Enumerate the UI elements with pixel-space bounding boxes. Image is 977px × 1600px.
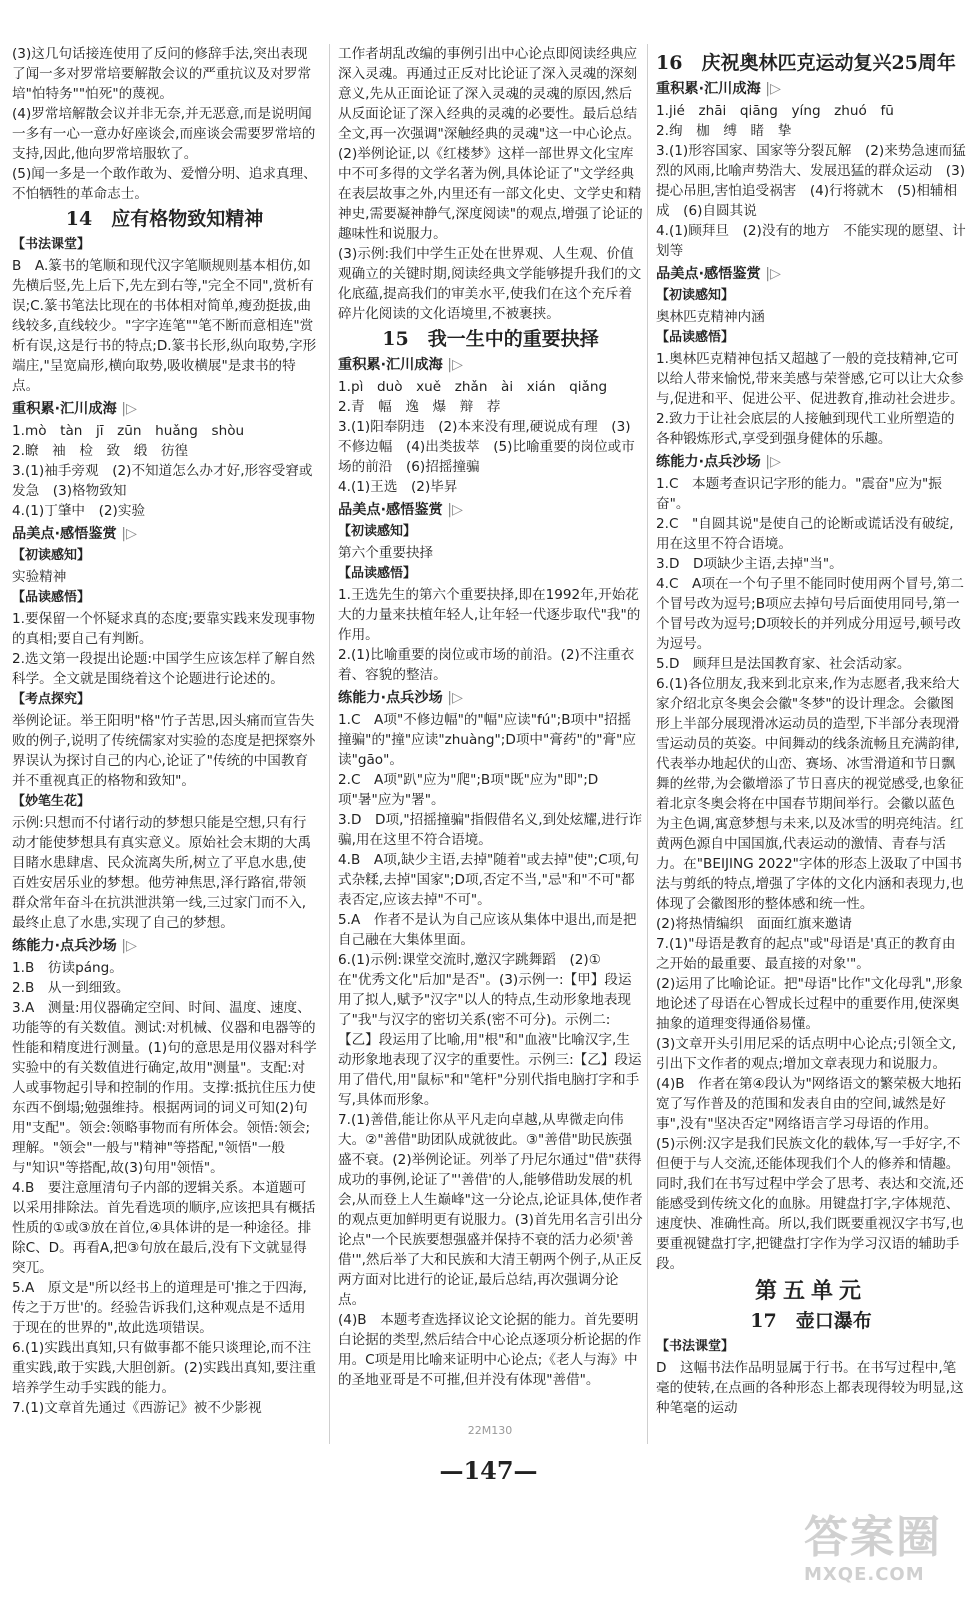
heading-arrow-icon: |▷ bbox=[116, 401, 137, 417]
answer-text: 3.D D项,"招摇撞骗"指假借名义,到处炫耀,进行诈骗,用在这里不符合语境。 bbox=[338, 812, 643, 848]
answer-text: 5.A 作者不是认为自己应该从集体中退出,而是把自己融在大集体里面。 bbox=[338, 912, 637, 948]
column-divider bbox=[329, 44, 330, 1444]
answer-text: (3)文章开头引用尼采的话点明中心论点;引领全文,引出下文作者的观点;增加文章表现力和说服力。 bbox=[656, 1036, 957, 1072]
logo-domain: MXQE.COM bbox=[804, 1564, 925, 1585]
watermark-code: 22M130 bbox=[467, 1424, 513, 1437]
answer-column-1 bbox=[12, 44, 317, 1418]
answer-text: 4.B A项,缺少主语,去掉"随着"或去掉"使";C项,句式杂糅,去掉"国家";D项,否定不当,"忌"和"不可"都表否定,应该去掉"不可"。 bbox=[338, 852, 640, 908]
answer-text: 1.奥林匹克精神包括又超越了一般的竞技精神,它可以给人带来愉悦,带来美感与荣誉感,它可以让大众参与,促进和平、促进公平、促进教育,推动社会进步。 bbox=[656, 351, 964, 407]
answer-text: (2)运用了比喻论证。把"母语"比作"文化母乳",形象地论述了母语在心智成长过程中的重要作用,使深奥抽象的道理变得通俗易懂。 bbox=[656, 976, 963, 1032]
answer-text: (4)B 作者在第④段认为"网络语文的繁荣极大地拓宽了写作普及的范围和发表自由的空间,诚然是好事",没有"坚决否定"网络语言学习母语的作用。 bbox=[656, 1076, 962, 1132]
answer-text: 7.(1)善借,能让你从平凡走向卓越,从卑微走向伟大。②"善借"助团队成就彼此。③"善借"助民族强盛不衰。(2)举例论证。列举了丹尼尔通过"借"获得成功的事例,论证了"'善借'的人,能够借助发展的机会,从而登上人生巅峰"这一分论点,论证具体,使作者的观点更加鲜明更有说服力。(3)首先用名言引出分论点"一个民族要想强盛并保持不衰的活力必须'善借'",然后举了大和民族和大清王朝两个例子,从正反两方面对比进行的论证,最后总结,再次强调分论点。 bbox=[338, 1112, 643, 1308]
answer-text: 3.D D项缺少主语,去掉"当"。 bbox=[656, 556, 843, 572]
answer-text: (4)B 本题考查选择议论文论据的能力。首先要明白论据的类型,然后结合中心论点逐项分析论据的作用。C项是用比喻来证明中心论点;《老人与海》中的圣地亚哥是不可摧,但并没有体现"善借"。 bbox=[338, 1312, 642, 1388]
section-tag: 【初读感知】 bbox=[12, 548, 91, 563]
section-tag: 【书法课堂】 bbox=[656, 1339, 735, 1354]
answer-column-3 bbox=[656, 48, 966, 1418]
answer-text: 第六个重要抉择 bbox=[338, 545, 434, 561]
heading-arrow-icon: |▷ bbox=[442, 690, 463, 706]
page-number: —147— bbox=[439, 1456, 538, 1485]
answer-text: 7.(1)文章首先通过《西游记》被不少影视 bbox=[12, 1400, 262, 1416]
lesson-title: 15 我一生中的重要抉择 bbox=[382, 328, 599, 350]
section-tag: 【书法课堂】 bbox=[12, 237, 91, 252]
answer-text: (2)将热情编织 面面红旗来邀请 bbox=[656, 916, 852, 932]
answer-text: B A.篆书的笔顺和现代汉字笔顺规则基本相仿,如先横后竖,先上后下,先左到右等,"完全不同",赏析有误;C.篆书笔法比现在的书体相对简单,瘦劲挺拔,曲线较多,直线较少。"字字连笔""笔不断而意相连"赏析有误,这是行书的特点;D.篆书长形,纵向取势,字形端庄,"呈宽扁形,横向取势,吸收横展"是隶书的特点。 bbox=[12, 258, 317, 394]
answer-text: 4.(1)丁肇中 (2)实验 bbox=[12, 503, 146, 519]
heading-arrow-icon: |▷ bbox=[760, 266, 781, 282]
column-divider bbox=[647, 44, 648, 1444]
answer-text: 2.瞭 袖 检 致 缎 彷徨 bbox=[12, 443, 189, 459]
answer-text: 6.(1)各位朋友,我来到北京来,作为志愿者,我来给大家介绍北京冬奥会会徽"冬梦"的设计理念。会徽图形上半部分展现滑冰运动员的造型,下半部分表现滑雪运动员的英姿。中间舞动的线条流畅且充满韵律,代表举办地起伏的山峦、赛场、冰雪滑道和节日飘舞的丝带,为会徽增添了节日喜庆的视觉感受,也象征着北京冬奥会将在中国春节期间举行。会徽以蓝色为主色调,寓意梦想与未来,以及冰雪的明亮纯洁。红黄两色源自中国国旗,代表运动的激情、青春与活力。在"BEIJING 2022"字体的形态上汲取了中国书法与剪纸的特点,增强了字体的文化内涵和表现力,也体现了会徽图形的整体感和统一性。 bbox=[656, 676, 964, 912]
site-logo bbox=[804, 1512, 969, 1592]
section-heading: 练能力·点兵沙场 |▷ bbox=[656, 454, 781, 470]
unit-heading: 第五单元 bbox=[754, 1278, 867, 1304]
heading-arrow-icon: |▷ bbox=[760, 81, 781, 97]
answer-text: 实验精神 bbox=[12, 569, 67, 585]
answer-text: 3.(1)阳奉阴违 (2)本来没有理,硬说成有理 (3)不修边幅 (4)出类拔萃 (5)比喻重要的岗位或市场的前沿 (6)招摇撞骗 bbox=[338, 419, 635, 475]
answer-text: D 这幅书法作品明显属于行书。在书写过程中,笔毫的使转,在点画的各种形态上都表现得较为明显,这种笔毫的运动 bbox=[656, 1360, 964, 1416]
section-tag: 【初读感知】 bbox=[656, 288, 735, 303]
answer-text: (3)这几句话接连使用了反问的修辞手法,突出表现了闻一多对罗常培要解散会议的严重抗议及对罗常培"怕特务""怕死"的蔑视。 bbox=[12, 46, 312, 102]
section-tag: 【初读感知】 bbox=[338, 524, 417, 539]
answer-text: 奥林匹克精神内涵 bbox=[656, 309, 765, 325]
answer-text: 1.王选先生的第六个重要抉择,即在1992年,开始花大的力量来扶植年轻人,让年轻一代逐步取代"我"的作用。 bbox=[338, 587, 641, 643]
answer-text: 5.A 原文是"所以经书上的道理是可'推之于四海,传之于万世'的。经验告诉我们,这种观点是不适用于现在的世界的",故此选项错误。 bbox=[12, 1280, 307, 1336]
answer-text: 3.(1)形容国家、国家等分裂瓦解 (2)来势急速而猛烈的风雨,比喻声势浩大、发展迅猛的群众运动 (3)提心吊胆,害怕追受祸害 (4)行将就木 (5)相辅相成 (6)自圆其说 bbox=[656, 143, 966, 219]
answer-text: 示例:只想而不付诸行动的梦想只能是空想,只有行动才能使梦想具有真实意义。原始社会末期的大禹目睹水患肆虐、民众流离失所,树立了平息水患,使百姓安居乐业的梦想。他劳神焦思,泽行路宿,带领群众常年奋斗在抗洪泄洪第一线,三过家门而不入,最终止息了水患,实现了自己的梦想。 bbox=[12, 815, 312, 931]
answer-text: (5)示例:汉字是我们民族文化的载体,写一手好字,不但便于与人交流,还能体现我们个人的修养和情趣。同时,我们在书写过程中学会了思考、表达和交流,还能感受到传统文化的血脉。用键盘打字,字体规范、速度快、准确性高。所以,我们既要重视汉字书写,也要重视键盘打字,把键盘打字作为学习汉语的辅助手段。 bbox=[656, 1136, 964, 1272]
answer-text: 1.C 本题考查识记字形的能力。"震奋"应为"振奋"。 bbox=[656, 476, 942, 512]
heading-arrow-icon: |▷ bbox=[760, 454, 781, 470]
section-heading: 重积累·汇川成海 |▷ bbox=[12, 401, 137, 417]
answer-text: 2.致力于让社会底层的人接触到现代工业所塑造的各种锻炼形式,享受到强身健体的乐趣。 bbox=[656, 411, 955, 447]
answer-text: 工作者胡乱改编的事例引出中心论点即阅读经典应深入灵魂。再通过正反对比论证了深入灵魂的深刻意义,先从正面论证了深入灵魂的灵魂的原因,然后从反面论证了深入经典的灵魂的必要性。最后总结全文,再一次强调"深触经典的灵魂"这一中心论点。 bbox=[338, 46, 641, 142]
answer-text: 2.绚 枷 缚 睹 挚 bbox=[656, 123, 792, 139]
answer-text: 举例论证。举王阳明"格"竹子苦思,因头痛而宣告失败的例子,说明了传统儒家对实验的态度是把探察外界误认为探讨自己的内心,论证了"传统的中国教育并不重视真正的格物和致知"。 bbox=[12, 713, 316, 789]
section-tag: 【妙笔生花】 bbox=[12, 794, 91, 809]
lesson-title: 17 壶口瀑布 bbox=[750, 1310, 872, 1332]
answer-text: 3.(1)袖手旁观 (2)不知道怎么办才好,形容受窘或发急 (3)格物致知 bbox=[12, 463, 313, 499]
heading-arrow-icon: |▷ bbox=[116, 526, 137, 542]
logo-text: 答案圈 bbox=[804, 1512, 942, 1563]
answer-text: (2)举例论证,以《红楼梦》这样一部世界文化宝库中不可多得的文学名著为例,具体论证了"文学经典在表层故事之外,内里还有一部文化史、文学史和精神史,需要凝神静气,深度阅读"的观点,增强了论证的趣味性和说服力。 bbox=[338, 146, 643, 242]
section-tag: 【品读感悟】 bbox=[338, 566, 417, 581]
section-heading: 练能力·点兵沙场 |▷ bbox=[338, 690, 463, 706]
section-heading: 练能力·点兵沙场 |▷ bbox=[12, 938, 137, 954]
answer-text: 1.jié zhāi qiāng yíng zhuó fū bbox=[656, 103, 894, 119]
section-heading: 品美点·感悟鉴赏 |▷ bbox=[656, 266, 781, 282]
section-tag: 【考点探究】 bbox=[12, 692, 91, 707]
answer-text: 1.要保留一个怀疑求真的态度;要靠实践来发现事物的真相;要自己有判断。 bbox=[12, 611, 316, 647]
answer-text: 2.青 幅 逸 爆 辩 荐 bbox=[338, 399, 501, 415]
answer-text: 4.(1)顾拜旦 (2)没有的地方 不能实现的愿望、计划等 bbox=[656, 223, 966, 259]
section-heading: 重积累·汇川成海 |▷ bbox=[338, 357, 463, 373]
answer-column-2 bbox=[338, 44, 643, 1390]
answer-text: 1.B 彷读páng。 bbox=[12, 960, 123, 976]
answer-text: 2.选文第一段提出论题:中国学生应该怎样了解自然科学。全文就是围绕着这个论题进行论述的。 bbox=[12, 651, 316, 687]
answer-text: 2.(1)比喻重要的岗位或市场的前沿。(2)不注重衣着、容貌的整洁。 bbox=[338, 647, 635, 683]
answer-text: (5)闻一多是一个敢作敢为、爱憎分明、追求真理、不怕牺牲的革命志士。 bbox=[12, 166, 317, 202]
answer-text: (4)罗常培解散会议并非无奈,并无恶意,而是说明闻一多有一心一意办好座谈会,而座谈会需要罗常培的支持,因此,他向罗常培服软了。 bbox=[12, 106, 316, 162]
answer-text: 6.(1)实践出真知,只有做事都不能只谈理论,而不注重实践,敢于实践,大胆创新。(2)实践出真知,要注重培养学生动手实践的能力。 bbox=[12, 1340, 317, 1396]
answer-text: 2.C A项"趴"应为"爬";B项"既"应为"即";D项"暑"应为"署"。 bbox=[338, 772, 599, 808]
section-heading: 重积累·汇川成海 |▷ bbox=[656, 81, 781, 97]
answer-text: 1.C A项"不修边幅"的"幅"应读"fú";B项中"招摇撞骗"的"撞"应读"zhuàng";D项中"膏药"的"膏"应读"gāo"。 bbox=[338, 712, 636, 768]
answer-text: 2.B 从一到细致。 bbox=[12, 980, 130, 996]
heading-arrow-icon: |▷ bbox=[116, 938, 137, 954]
answer-text: 5.D 顾拜旦是法国教育家、社会活动家。 bbox=[656, 656, 911, 672]
section-tag: 【品读感悟】 bbox=[12, 590, 91, 605]
section-heading: 品美点·感悟鉴赏 |▷ bbox=[338, 502, 463, 518]
answer-text: 4.(1)王选 (2)毕昇 bbox=[338, 479, 458, 495]
heading-arrow-icon: |▷ bbox=[442, 502, 463, 518]
answer-text: 4.C A项在一个句子里不能同时使用两个冒号,第二个冒号改为逗号;B项应去掉句号后面使用同号,第一个冒号改为逗号;D项较长的并列成分用逗号,顿号改为逗号。 bbox=[656, 576, 964, 652]
answer-text: 3.A 测量:用仪器确定空间、时间、温度、速度、功能等的有关数值。测试:对机械、仪器和电器等的性能和精度进行测量。(1)句的意思是用仪器对科学实验中的有关数值进行确定,故用"测量"。支配:对人或事物起引导和控制的作用。支撑:抵抗住压力使东西不倒塌;勉强维持。根据两词的词义可知(2)句用"支配"。领会:领略事物而有所体会。领悟:领会;理解。"领会"一般与"精神"等搭配,"领悟"一般与"知识"等搭配,故(3)句用"领悟"。 bbox=[12, 1000, 317, 1176]
answer-text: 2.C "自圆其说"是使自己的论断或谎话没有破绽,用在这里不符合语境。 bbox=[656, 516, 954, 552]
lesson-title: 14 应有格物致知精神 bbox=[65, 208, 264, 230]
answer-text: 1.pì duò xuě zhǎn ài xián qiǎng bbox=[338, 379, 608, 395]
answer-text: 1.mò tàn jī zūn huǎng shòu bbox=[12, 423, 245, 439]
answer-text: 6.(1)示例:课堂交流时,邀汉字跳舞蹈 (2)① 在"优秀文化"后加"是否"。(3)示例一:【甲】段运用了拟人,赋予"汉字"以人的特点,生动形象地表现了"我"与汉字的密切关系(密不可分)。示例二:【乙】段运用了比喻,用"根"和"血液"比喻汉字,生动形象地表现了汉字的重要性。示例三:【乙】段运用了借代,用"鼠标"和"笔杆"分别代指电脑打字和手写,具体而形象。 bbox=[338, 952, 642, 1108]
answer-text: 7.(1)"母语是教育的起点"或"母语是'真正的教育由之开始的最重要、最直接的对象'"。 bbox=[656, 936, 956, 972]
heading-arrow-icon: |▷ bbox=[442, 357, 463, 373]
answer-text: (3)示例:我们中学生正处在世界观、人生观、价值观确立的关键时期,阅读经典文学能够提升我们的文化底蕴,提高我们的审美水平,使我们在这个充斥着碎片化阅读的文化语境里,不被裹挟。 bbox=[338, 246, 642, 322]
lesson-title: 16 庆祝奥林匹克运动复兴25周年 bbox=[656, 52, 956, 74]
section-heading: 品美点·感悟鉴赏 |▷ bbox=[12, 526, 137, 542]
section-tag: 【品读感悟】 bbox=[656, 330, 735, 345]
answer-text: 4.B 要注意厘清句子内部的逻辑关系。本道题可以采用排除法。首先看选项的顺序,应该把具有概括性质的①或③放在首位,④具体讲的是一种途径。排除C、D。再看A,把③句放在最后,没有下文就显得突兀。 bbox=[12, 1180, 316, 1276]
